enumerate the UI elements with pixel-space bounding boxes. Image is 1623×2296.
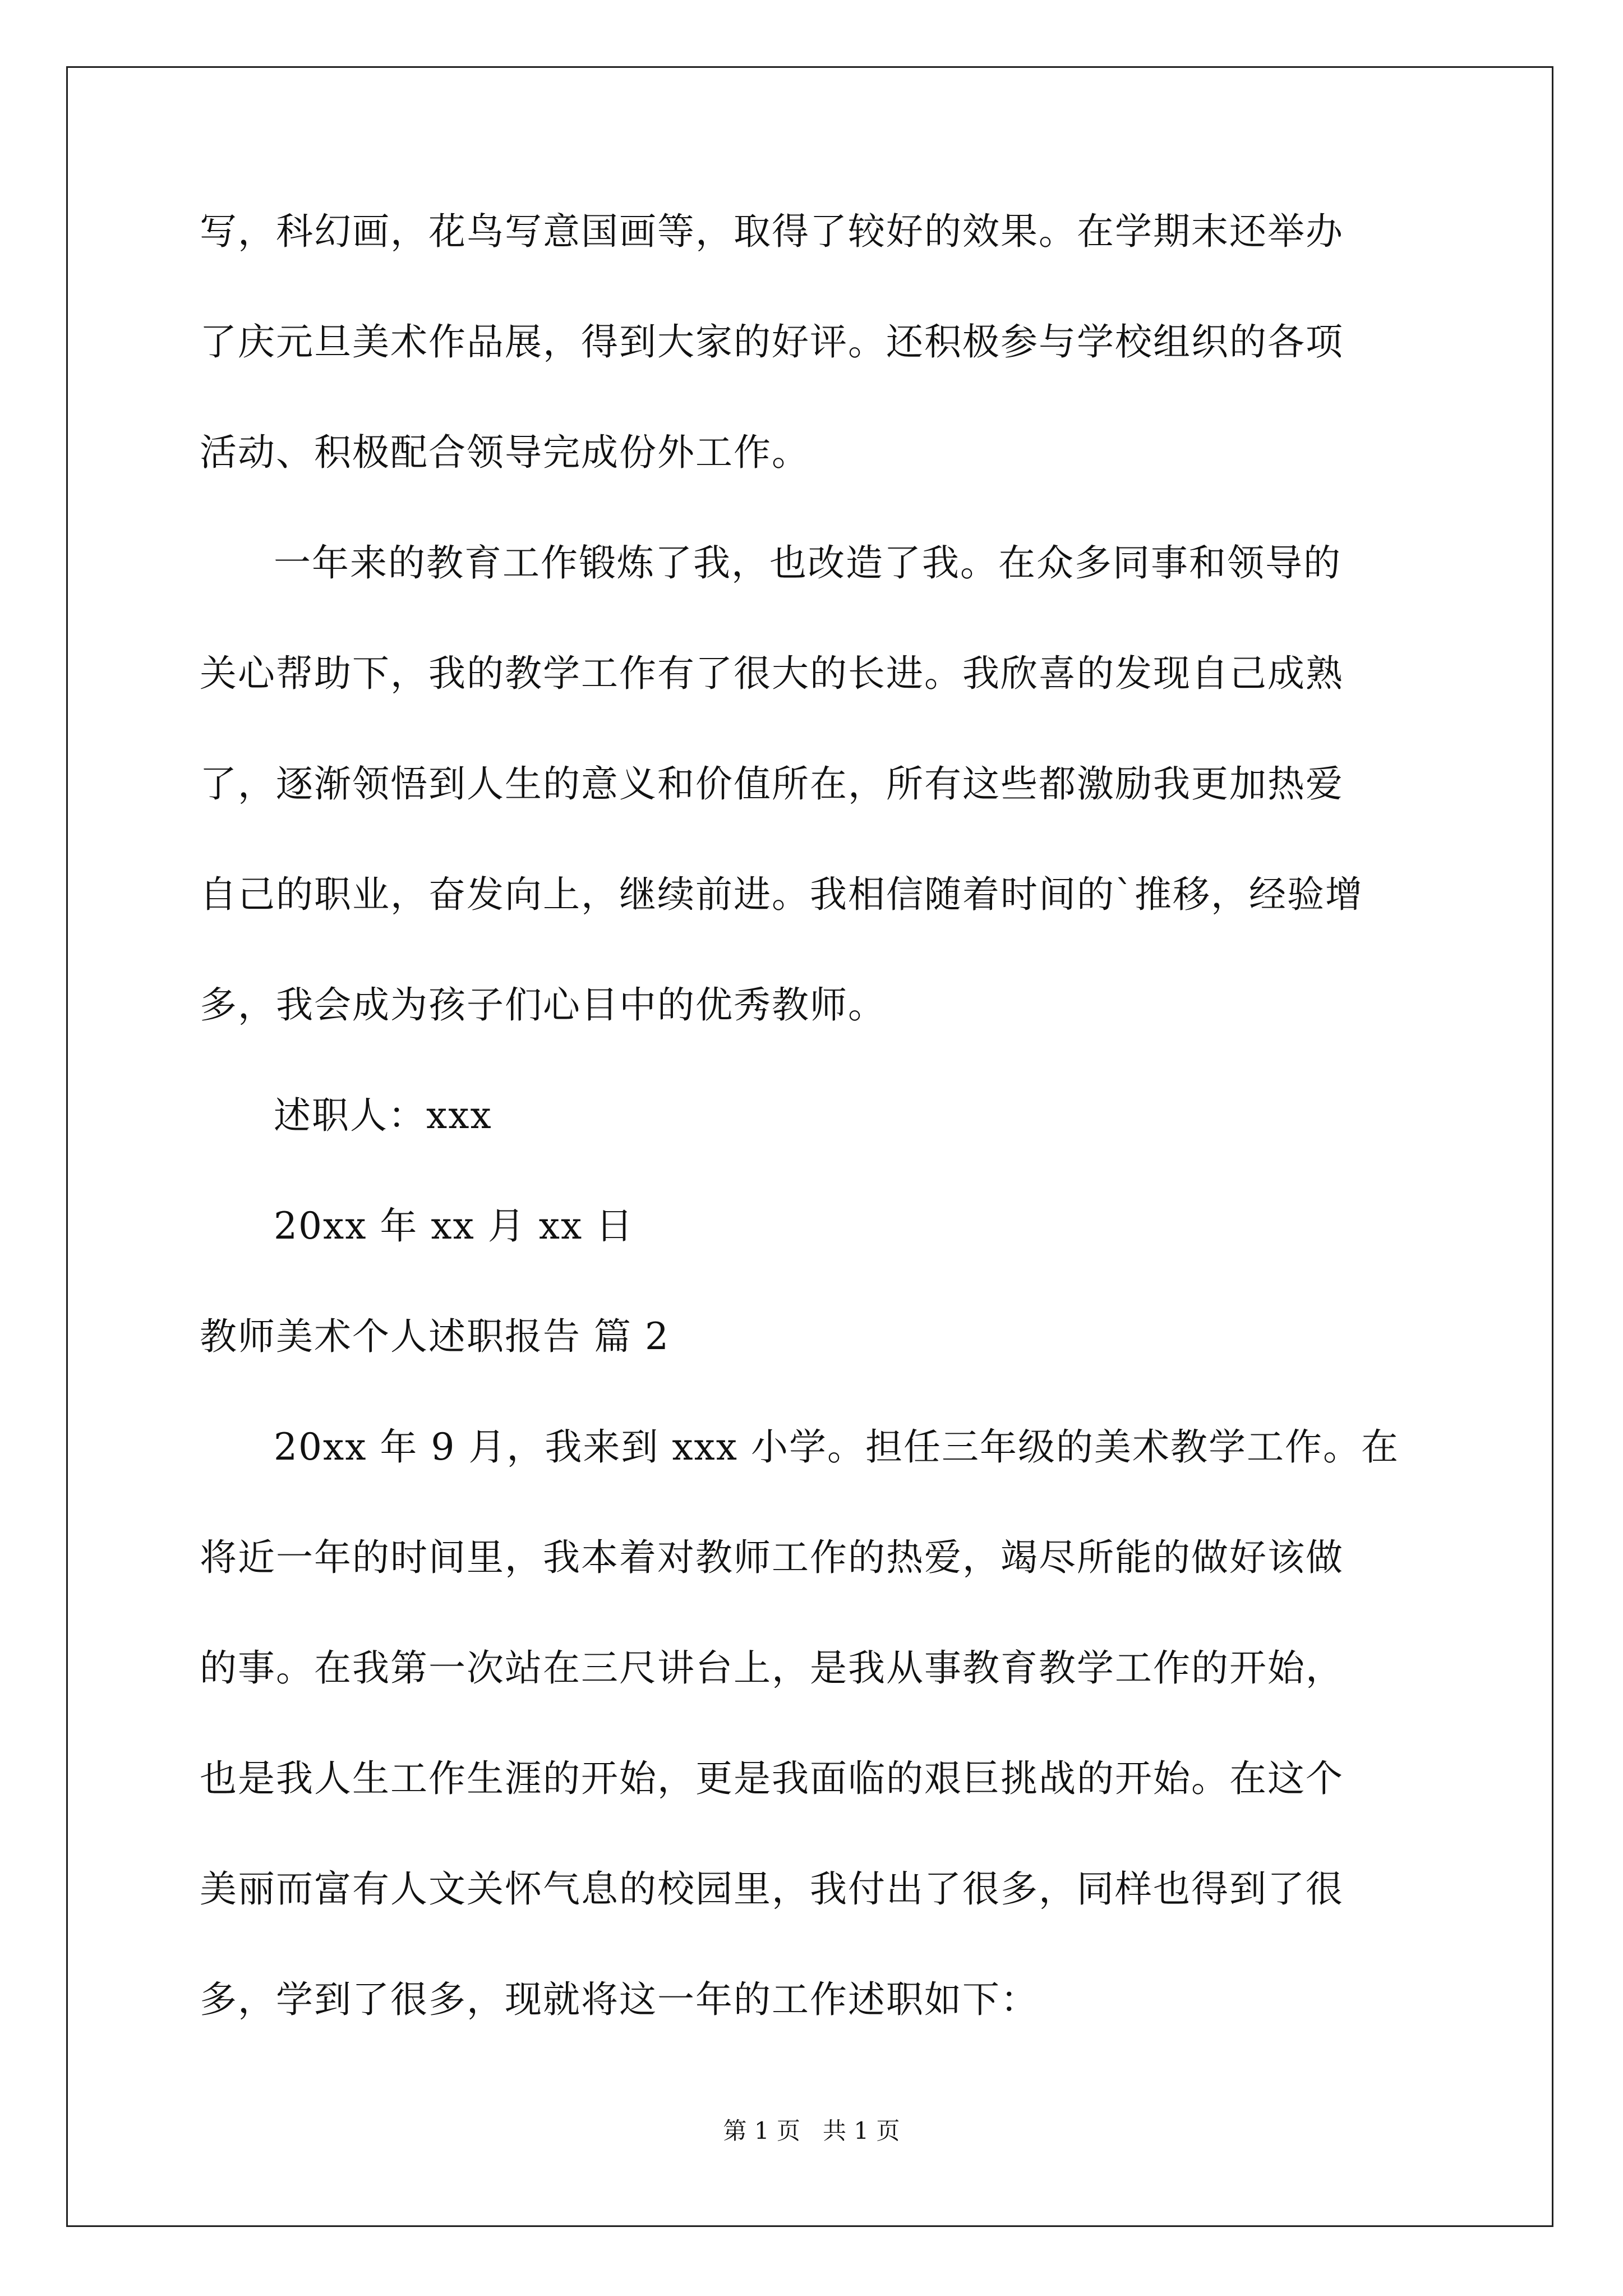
body-line-16: 美丽而富有人文关怀气息的校园里，我付出了很多，同样也得到了很 xyxy=(200,1867,1344,1911)
section-heading: 教师美术个人述职报告 篇 2 xyxy=(200,1315,670,1358)
date-line: 20xx 年 xx 月 xx 日 xyxy=(274,1204,634,1248)
body-line-14: 的事。在我第一次站在三尺讲台上，是我从事教育教学工作的开始， xyxy=(200,1646,1344,1690)
body-line-4: 一年来的教育工作锻炼了我，也改造了我。在众多同事和领导的 xyxy=(274,541,1341,585)
body-line-2: 了庆元旦美术作品展，得到大家的好评。还积极参与学校组织的各项 xyxy=(200,320,1344,364)
body-line-3: 活动、积极配合领导完成份外工作。 xyxy=(200,431,810,474)
page-number: 第 1 页 共 1 页 xyxy=(723,2117,900,2145)
body-line-15: 也是我人生工作生涯的开始，更是我面临的艰巨挑战的开始。在这个 xyxy=(200,1757,1344,1800)
body-line-12: 20xx 年 9 月，我来到 xxx 小学。担任三年级的美术教学工作。在 xyxy=(274,1425,1399,1469)
document-body xyxy=(200,210,1422,2092)
body-line-5: 关心帮助下，我的教学工作有了很大的长进。我欣喜的发现自己成熟 xyxy=(200,652,1344,695)
body-line-7: 自己的职业，奋发向上，继续前进。我相信随着时间的`推移，经验增 xyxy=(200,873,1363,916)
body-line-13: 将近一年的时间里，我本着对教师工作的热爱，竭尽所能的做好该做 xyxy=(200,1536,1344,1579)
body-line-17: 多，学到了很多，现就将这一年的工作述职如下： xyxy=(200,1978,1039,2021)
body-line-8: 多，我会成为孩子们心目中的优秀教师。 xyxy=(200,983,886,1027)
signature-line: 述职人：xxx xyxy=(274,1094,492,1137)
body-line-6: 了，逐渐领悟到人生的意义和价值所在，所有这些都激励我更加热爱 xyxy=(200,762,1344,806)
page-footer xyxy=(0,2119,1623,2143)
body-line-1: 写，科幻画，花鸟写意国画等，取得了较好的效果。在学期末还举办 xyxy=(200,210,1344,253)
